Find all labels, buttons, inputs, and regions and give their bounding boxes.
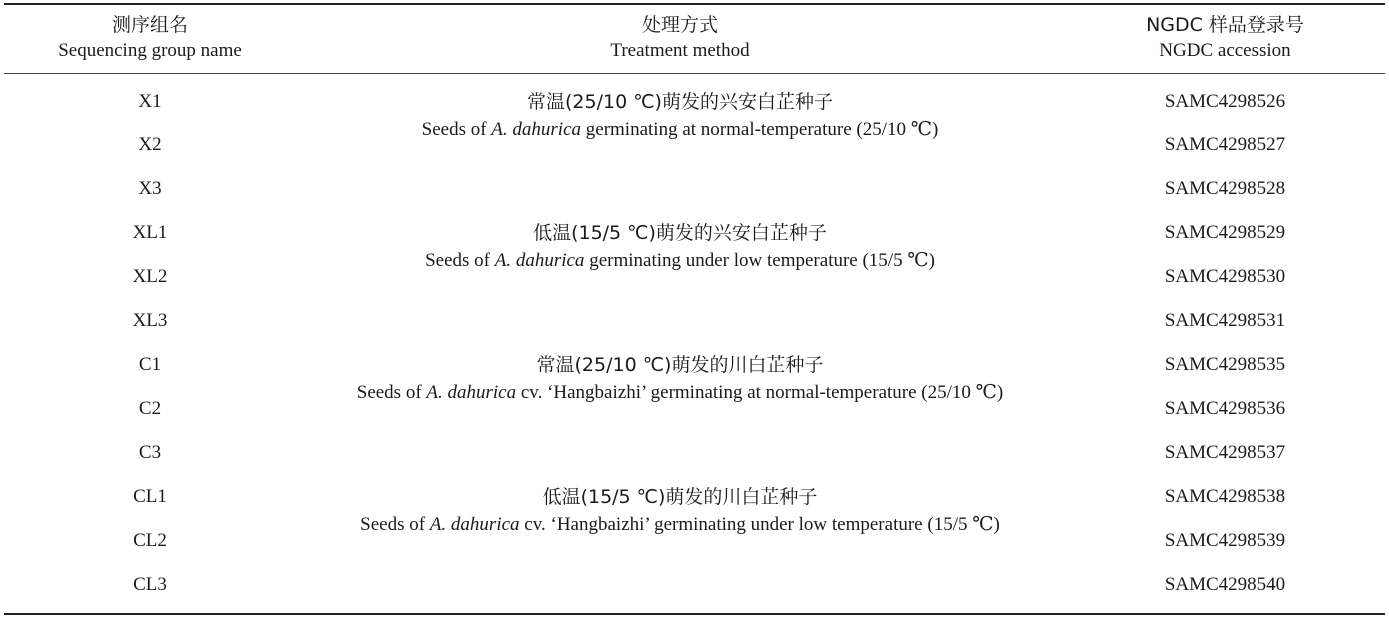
accession-cell: SAMC4298527	[1164, 134, 1286, 155]
accession-cell: SAMC4298531	[1164, 310, 1286, 331]
header-treatment	[430, 12, 930, 64]
header-group-name	[30, 12, 270, 64]
group-cell: X3	[138, 178, 162, 199]
accession-cell: SAMC4298540	[1164, 574, 1286, 595]
group-cell: CL2	[133, 530, 167, 551]
accession-cell: SAMC4298539	[1164, 530, 1286, 551]
treatment-en: Seeds of A. dahurica germinating at normal-temperature (25/10 ℃)	[421, 119, 939, 140]
treatment-zh: 常温(25/10 ℃)萌发的川白芷种子	[536, 354, 824, 376]
treatment-cell	[180, 88, 1180, 144]
accession-cell: SAMC4298528	[1164, 178, 1286, 199]
header-accession-zh: NGDC 样品登录号	[1146, 14, 1304, 36]
table-top-rule	[4, 3, 1385, 5]
header-group-zh: 测序组名	[111, 14, 188, 36]
treatment-cell	[180, 483, 1180, 539]
group-cell: C2	[138, 398, 162, 419]
accession-cell: SAMC4298537	[1164, 442, 1286, 463]
group-cell: CL1	[133, 486, 167, 507]
header-treatment-zh: 处理方式	[641, 14, 718, 36]
group-cell: C1	[138, 354, 162, 375]
group-cell: X2	[138, 134, 162, 155]
treatment-cell	[180, 351, 1180, 407]
group-cell: CL3	[133, 574, 167, 595]
treatment-cell	[180, 219, 1180, 275]
group-cell: XL1	[132, 222, 168, 243]
group-cell: C3	[138, 442, 162, 463]
table-bottom-rule	[4, 613, 1385, 615]
group-cell: XL3	[132, 310, 168, 331]
header-group-en: Sequencing group name	[58, 40, 242, 61]
accession-cell: SAMC4298535	[1164, 354, 1286, 375]
table-header-rule	[4, 73, 1385, 74]
accession-cell: SAMC4298530	[1164, 266, 1286, 287]
treatment-en: Seeds of A. dahurica cv. ‘Hangbaizhi’ germinating under low temperature (15/5 ℃)	[360, 514, 1000, 535]
accession-cell: SAMC4298538	[1164, 486, 1286, 507]
treatment-zh: 低温(15/5 ℃)萌发的兴安白芷种子	[533, 222, 827, 244]
treatment-zh: 常温(25/10 ℃)萌发的兴安白芷种子	[527, 91, 833, 113]
treatment-en: Seeds of A. dahurica germinating under low temperature (15/5 ℃)	[425, 250, 935, 271]
treatment-en: Seeds of A. dahurica cv. ‘Hangbaizhi’ germinating at normal-temperature (25/10 ℃)	[356, 382, 1004, 403]
header-treatment-en: Treatment method	[610, 40, 750, 61]
accession-cell: SAMC4298526	[1164, 91, 1286, 112]
accession-cell: SAMC4298529	[1164, 222, 1286, 243]
group-cell: X1	[138, 91, 162, 112]
group-cell: XL2	[132, 266, 168, 287]
header-accession	[1110, 12, 1340, 64]
treatment-zh: 低温(15/5 ℃)萌发的川白芷种子	[542, 486, 818, 508]
accession-cell: SAMC4298536	[1164, 398, 1286, 419]
header-accession-en: NGDC accession	[1159, 40, 1291, 61]
